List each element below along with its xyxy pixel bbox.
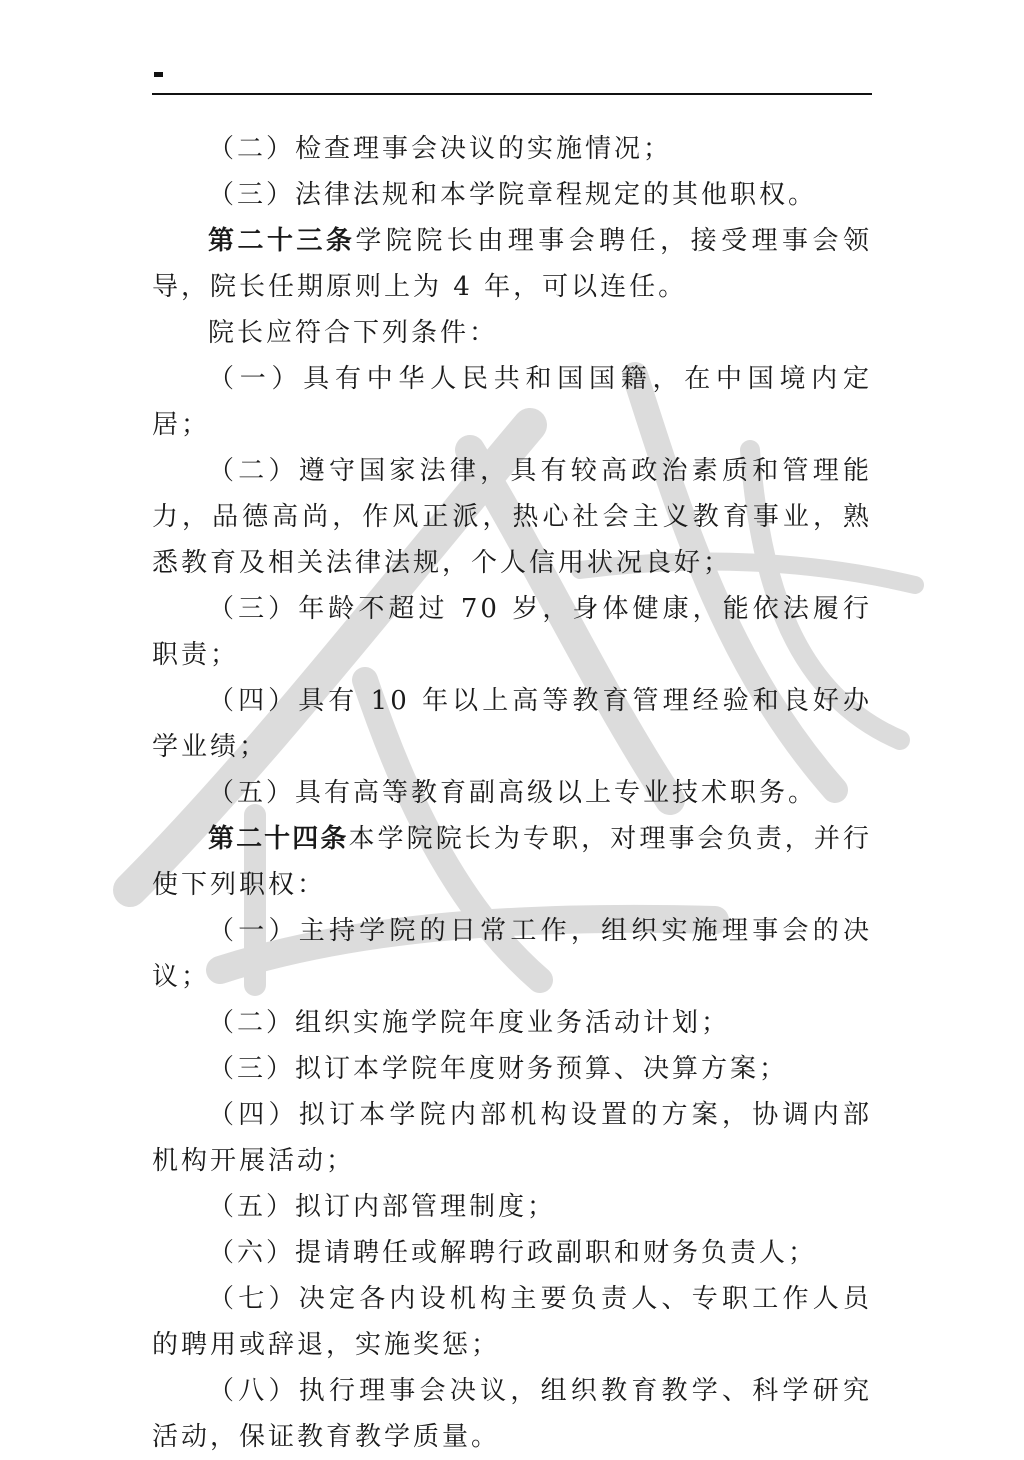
paragraph-text: （四）拟订本学院内部机构设置的方案，协调内部机构开展活动； [152,1100,872,1176]
paragraph [152,1184,872,1230]
paragraph-text: （五）具有高等教育副高级以上专业技术职务。 [208,778,818,808]
paragraph-text: （二）遵守国家法律，具有较高政治素质和管理能力，品德高尚，作风正派，热心社会主义教育事业，熟悉教育及相关法律法规，个人信用状况良好； [152,456,872,578]
paragraph-text: （三）年龄不超过 70 岁，身体健康，能依法履行职责； [152,594,872,670]
paragraph [152,218,872,310]
paragraph [152,356,872,448]
article-number: 第二十三条 [208,226,356,256]
header-mark [154,72,163,77]
paragraph-text: （八）执行理事会决议，组织教育教学、科学研究活动，保证教育教学质量。 [152,1376,872,1452]
paragraph [152,172,872,218]
paragraph [152,310,872,356]
paragraph-text: （五）拟订内部管理制度； [208,1192,557,1222]
paragraph-text: （一）具有中华人民共和国国籍，在中国境内定居； [152,364,872,440]
paragraph-text: （三）法律法规和本学院章程规定的其他职权。 [208,180,818,210]
paragraph [152,126,872,172]
paragraph-text: （三）拟订本学院年度财务预算、决算方案； [208,1054,789,1084]
header-rule [152,93,872,95]
paragraph [152,586,872,678]
paragraph [152,1230,872,1276]
paragraph-text: 本学院院长为专职，对理事会负责，并行使下列职权： [152,824,872,900]
paragraph [152,678,872,770]
paragraph [152,1368,872,1460]
paragraph [152,1276,872,1368]
paragraph-text: （六）提请聘任或解聘行政副职和财务负责人； [208,1238,818,1268]
paragraph-text: 学院院长由理事会聘任，接受理事会领导，院长任期原则上为 4 年，可以连任。 [152,226,872,302]
paragraph-text: （二）组织实施学院年度业务活动计划； [208,1008,731,1038]
paragraph [152,816,872,908]
paragraph [152,770,872,816]
paragraph-text: （二）检查理事会决议的实施情况； [208,134,673,164]
paragraph [152,1092,872,1184]
paragraph [152,1000,872,1046]
paragraph [152,1046,872,1092]
paragraph-text: （一）主持学院的日常工作，组织实施理事会的决议； [152,916,872,992]
document-body [152,126,872,1460]
paragraph [152,908,872,1000]
article-number: 第二十四条 [208,824,349,854]
paragraph-text: （四）具有 10 年以上高等教育管理经验和良好办学业绩； [152,686,872,762]
paragraph-text: 院长应符合下列条件： [208,318,499,348]
paragraph [152,448,872,586]
paragraph-text: （七）决定各内设机构主要负责人、专职工作人员的聘用或辞退，实施奖惩； [152,1284,872,1360]
